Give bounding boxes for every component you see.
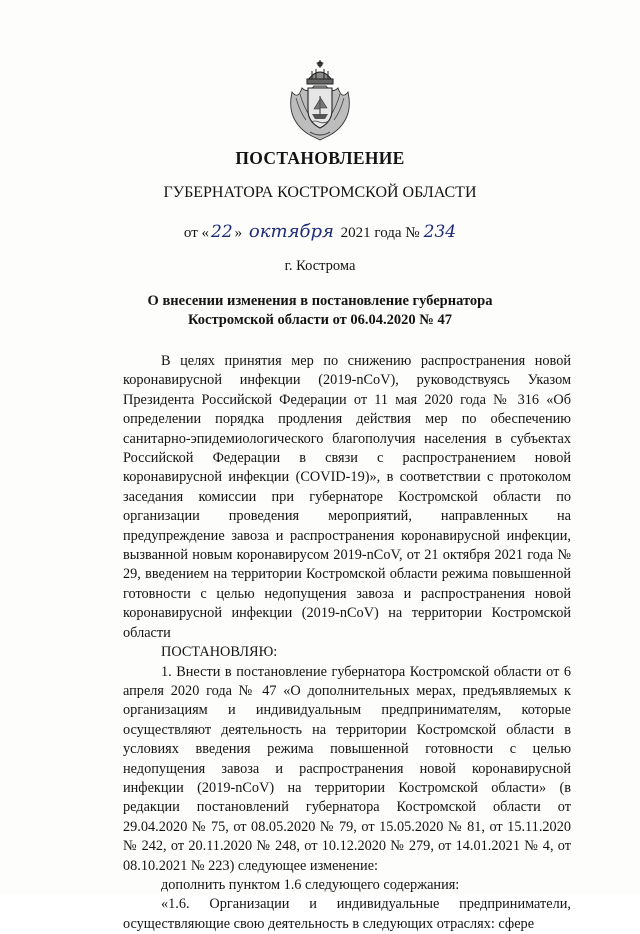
document-body <box>123 352 571 934</box>
date-mid: » <box>234 225 243 241</box>
clause-1-paragraph: 1. Внести в постановление губернатора Костромской области от 6 апреля 2020 года № 47 «О дополнительных мерах, предъявляемых к организациям и индивидуальным предпринимателям, которые осуществляют деятельность на территории Костромской области в условиях введения режима повышенной готовности с целью недопущения завоза и распространения новой коронавирусной инфекции (2019-nCoV) на территории Костромской области» (в редакции постановлений губернатора Костромской области от 29.04.2020 № 75, от 08.05.2020 № 79, от 15.05.2020 № 81, от 15.11.2020 № 242, от 20.11.2020 № 248, от 10.12.2020 № 279, от 14.01.2021 № 4, от 08.10.2021 № 223) следующее изменение: <box>123 663 571 874</box>
coat-of-arms-icon <box>286 58 354 142</box>
date-year-text: 2021 года № <box>340 225 420 241</box>
subject-line-2: Костромской области от 06.04.2020 № 47 <box>188 312 452 328</box>
document-subject <box>0 292 640 330</box>
amendment-paragraph: дополнить пунктом 1.6 следующего содержания: <box>161 876 460 893</box>
date-number-line <box>0 221 640 242</box>
city-line: г. Кострома <box>284 258 356 274</box>
issuer-line: ГУБЕРНАТОРА КОСТРОМСКОЙ ОБЛАСТИ <box>163 184 477 201</box>
date-prefix: от « <box>183 225 210 241</box>
handwritten-number: 234 <box>423 222 457 242</box>
decree-word: ПОСТАНОВЛЯЮ: <box>161 644 278 661</box>
preamble-paragraph: В целях принятия мер по снижению распространения новой коронавирусной инфекции (2019-nCoV), руководствуясь Указом Президента Российской Федерации от 11 мая 2020 года № 316 «Об определении порядка продления действия мер по обеспечению санитарно-эпидемиологического благополучия населения в субъектах Российской Федерации в связи с распространением новой коронавирусной инфекции (COVID-19)», в соответствии с протоколом заседания комиссии при губернаторе Костромской области по организации проведения мероприятий, направленных на предупреждение завоза и распространения коронавирусной инфекции, вызванной новым коронавирусом 2019-nCoV, от 21 октября 2021 года № 29, введением на территории Костромской области режима повышенной готовности с целью недопущения завоза и распространения новой коронавирусной инфекции (2019-nCoV) на территории Костромской области <box>123 353 571 641</box>
subject-line-1: О внесении изменения в постановление губернатора <box>147 293 493 309</box>
handwritten-day: 22 <box>211 222 233 242</box>
clause-1-6-paragraph: «1.6. Организации и индивидуальные предприниматели, осуществляющие свою деятельность в следующих отраслях: сфере <box>123 896 571 932</box>
document-type-title: ПОСТАНОВЛЕНИЕ <box>235 148 405 168</box>
handwritten-month: октября <box>248 221 334 242</box>
